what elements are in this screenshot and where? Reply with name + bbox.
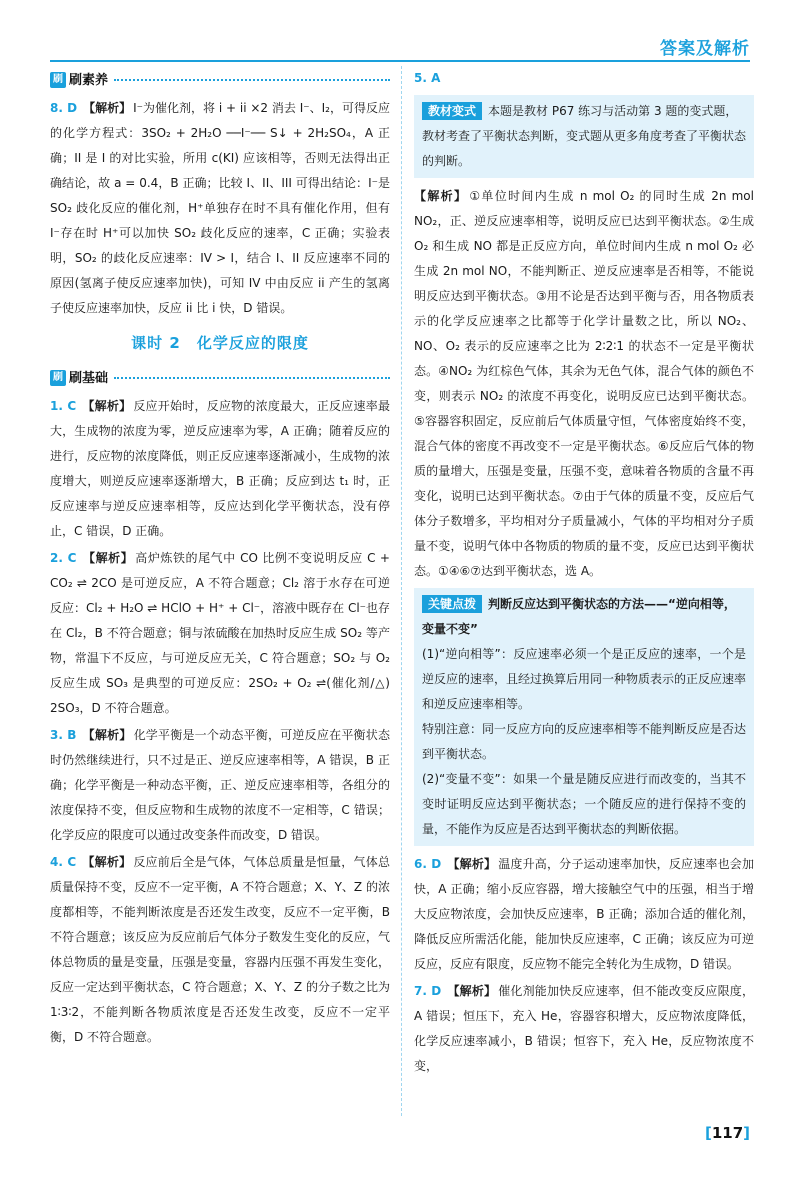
answer-number: 4. C xyxy=(50,855,77,869)
answer-7 xyxy=(414,979,754,1079)
analysis-tag: 【解析】 xyxy=(82,399,132,413)
page-number-value: 117 xyxy=(711,1124,744,1142)
analysis-tag: 【解析】 xyxy=(83,101,132,115)
brush-icon: 刷 xyxy=(50,370,66,386)
answer-number: 1. C xyxy=(50,399,77,413)
answer-number: 2. C xyxy=(50,551,77,565)
answer-4 xyxy=(50,850,390,1050)
box-paragraph: (2)“变量不变”：如果一个量是随反应进行而改变的，当其不变时证明反应达到平衡状态；一个随反应的进行保持不变的量，不能作为反应是否达到平衡状态的判断依据。 xyxy=(422,772,746,836)
answer-text: 反应前后全是气体，气体总质量是恒量，气体总质量保持不变，反应不一定平衡，A 不符合题意；X、Y、Z 的浓度都相等，不能判断浓度是否还发生改变，反应不一定平衡，B 不符合题意；该反应为反应前后气体分子数发生变化的反应，气体总物质的量是变量，压强是变量，容器内压强不再发生变化，反应一定达到平衡状态，C 符合题意；X、Y、Z 的分子数之比为 1∶3∶2，不能判断各物质浓度是否还发生改变，反应不一定平衡，D 不符合题意。 xyxy=(50,855,390,1044)
answer-number: 3. B xyxy=(50,728,77,742)
right-column xyxy=(414,66,754,1081)
answer-text: I⁻为催化剂，将 i + ii ×2 消去 I⁻、I₂，可得反应的化学方程式：3SO₂ + 2H₂O ──I⁻── S↓ + 2H₂SO₄，A 正确；II 是 I 的对比实验，所用 c(KI) 应该相等，否则无法得出正确结论，故 a = 0.4，B 正确；比较 I、II、III 可得出结论：I⁻是 SO₂ 歧化反应的催化剂，H⁺单独存在时不具有催化作用，但有 I⁻存在时 H⁺可以加快 SO₂ 歧化反应的速率，C 正确；实验表明，SO₂ 的歧化反应速率：IV > I，结合 I、II 反应速率不同的原因(氢离子使反应速率加快)，可知 IV 中由反应 ii 产生的氢离子使反应速率加快，反应 ii 比 i 快，D 错误。 xyxy=(50,101,390,315)
key-point-box xyxy=(414,588,754,846)
answer-5-header xyxy=(414,66,754,91)
brush-icon: 刷 xyxy=(50,72,66,88)
box-paragraph: 特别注意：同一反应方向的反应速率相等不能判断反应是否达到平衡状态。 xyxy=(422,722,747,761)
answer-text: 温度升高，分子运动速率加快，反应速率也会加快，A 正确；缩小反应容器，增大接触空气中的压强，相当于增大反应物浓度，会加快反应速率，B 正确；添加合适的催化剂，降低反应所需活化能，能加快反应速率，C 正确；该反应为可逆反应，反应有限度，反应物不能完全转化为生成物，D 错误。 xyxy=(414,857,754,971)
answer-2 xyxy=(50,546,390,721)
box-paragraph: (1)“逆向相等”：反应速率必须一个是正反应的速率，一个是逆反应的速率，且经过换算后用同一种物质表示的正反应速率和逆反应速率相等。 xyxy=(422,647,747,711)
answer-8 xyxy=(50,96,390,321)
analysis-tag: 【解析】 xyxy=(414,189,468,203)
box-heading: 判断反应达到平衡状态的方法——“逆向相等，变量不变” xyxy=(422,597,736,636)
box-text: 本题是教材 P67 练习与活动第 3 题的变式题，教材考查了平衡状态判断，变式题从更多角度考查了平衡状态的判断。 xyxy=(422,104,747,168)
answer-number: 7. D xyxy=(414,984,442,998)
box-tag: 教材变式 xyxy=(422,102,482,120)
answer-text: 反应开始时，反应物的浓度最大，正反应速率最大，生成物的浓度为零，逆反应速率为零，A 正确；随着反应的进行，反应物的浓度降低，则正反应速率逐渐减小，生成物的浓度增大，则逆反应速率逐渐增大，B 正确；反应到达 t₁ 时，正反应速率与逆反应速率相等，反应达到化学平衡状态，没有停止，C 错误，D 正确。 xyxy=(50,399,390,538)
answer-text: ①单位时间内生成 n mol O₂ 的同时生成 2n mol NO₂，正、逆反应速率相等，说明反应已达到平衡状态。②生成 O₂ 和生成 NO 都是正反应方向，单位时间内生成 n mol O₂ 必生成 2n mol NO，不能判断正、逆反应速率是否相等，不能说明反应达到平衡状态。③用不论是否达到平衡与否，用各物质表示的化学反应速率之比都等于化学计量数之比，所以 NO₂、NO、O₂ 表示的反应速率之比为 2∶2∶1 的状态不一定是平衡状态。④NO₂ 为红棕色气体，其余为无色气体，混合气体的颜色不变，则表示 NO₂ 的浓度不再变化，说明反应已达到平衡状态。⑤容器容积固定，反应前后气体质量守恒，气体密度始终不变，混合气体的密度不再改变不一定是平衡状态。⑥反应后气体的物质的量增大，压强是变量，压强不变，意味着各物质的含量不再变化，说明已达到平衡状态。⑦由于气体的质量不变，反应后气体分子数增多，平均相对分子质量减小，气体的平均相对分子质量不变，说明气体中各物质的物质的量不变，反应已达到平衡状态。①④⑥⑦达到平衡状态，选 A。 xyxy=(414,189,754,578)
section-label-jichu xyxy=(50,366,390,390)
textbook-variant-box xyxy=(414,95,754,178)
left-column xyxy=(50,66,390,1052)
lesson-title: 课时 2 化学反应的限度 xyxy=(131,334,309,352)
analysis-tag: 【解析】 xyxy=(82,551,134,565)
section-title: 刷素养 xyxy=(69,72,109,88)
dotted-rule xyxy=(114,79,390,81)
answer-number: 8. D xyxy=(50,101,78,115)
header-rule xyxy=(50,60,750,62)
analysis-tag: 【解析】 xyxy=(447,857,497,871)
column-divider xyxy=(401,66,402,1116)
answer-5-analysis xyxy=(414,184,754,584)
answer-number: 6. D xyxy=(414,857,442,871)
page-number: [117] xyxy=(704,1124,750,1142)
answer-6 xyxy=(414,852,754,977)
section-title: 刷基础 xyxy=(69,370,109,386)
answer-number: 5. A xyxy=(414,71,441,85)
dotted-rule xyxy=(114,377,390,379)
answer-text: 催化剂能加快反应速率，但不能改变反应限度，A 错误；恒压下，充入 He，容器容积增大，反应物浓度降低，化学反应速率减小，B 错误；恒容下，充入 He，反应物浓度不变， xyxy=(414,984,754,1073)
analysis-tag: 【解析】 xyxy=(447,984,497,998)
answer-3 xyxy=(50,723,390,848)
answer-text: 高炉炼铁的尾气中 CO 比例不变说明反应 C + CO₂ ⇌ 2CO 是可逆反应，A 不符合题意；Cl₂ 溶于水存在可逆反应：Cl₂ + H₂O ⇌ HClO + H⁺ + Cl⁻，溶液中既存在 Cl⁻也存在 Cl₂，B 不符合题意；铜与浓硫酸在加热时反应生成 SO₂ 等产物，常温下不反应，与可逆反应无关，C 符合题意；SO₂ 与 O₂ 反应生成 SO₃ 是典型的可逆反应：2SO₂ + O₂ ⇌(催化剂/△) 2SO₃，D 不符合题意。 xyxy=(50,551,390,715)
section-label-suyang xyxy=(50,68,390,92)
analysis-tag: 【解析】 xyxy=(82,728,132,742)
analysis-tag: 【解析】 xyxy=(82,855,132,869)
answer-text: 化学平衡是一个动态平衡，可逆反应在平衡状态时仍然继续进行，只不过是正、逆反应速率相等，A 错误，B 正确；化学平衡是一种动态平衡，正、逆反应速率相等，各组分的浓度保持不变，但反应物和生成物的浓度不一定相等，C 错误；化学反应的限度可以通过改变条件而改变，D 错误。 xyxy=(50,728,390,842)
header-title: 答案及解析 xyxy=(660,39,750,59)
answer-1 xyxy=(50,394,390,544)
box-tag: 关键点拨 xyxy=(422,595,482,613)
